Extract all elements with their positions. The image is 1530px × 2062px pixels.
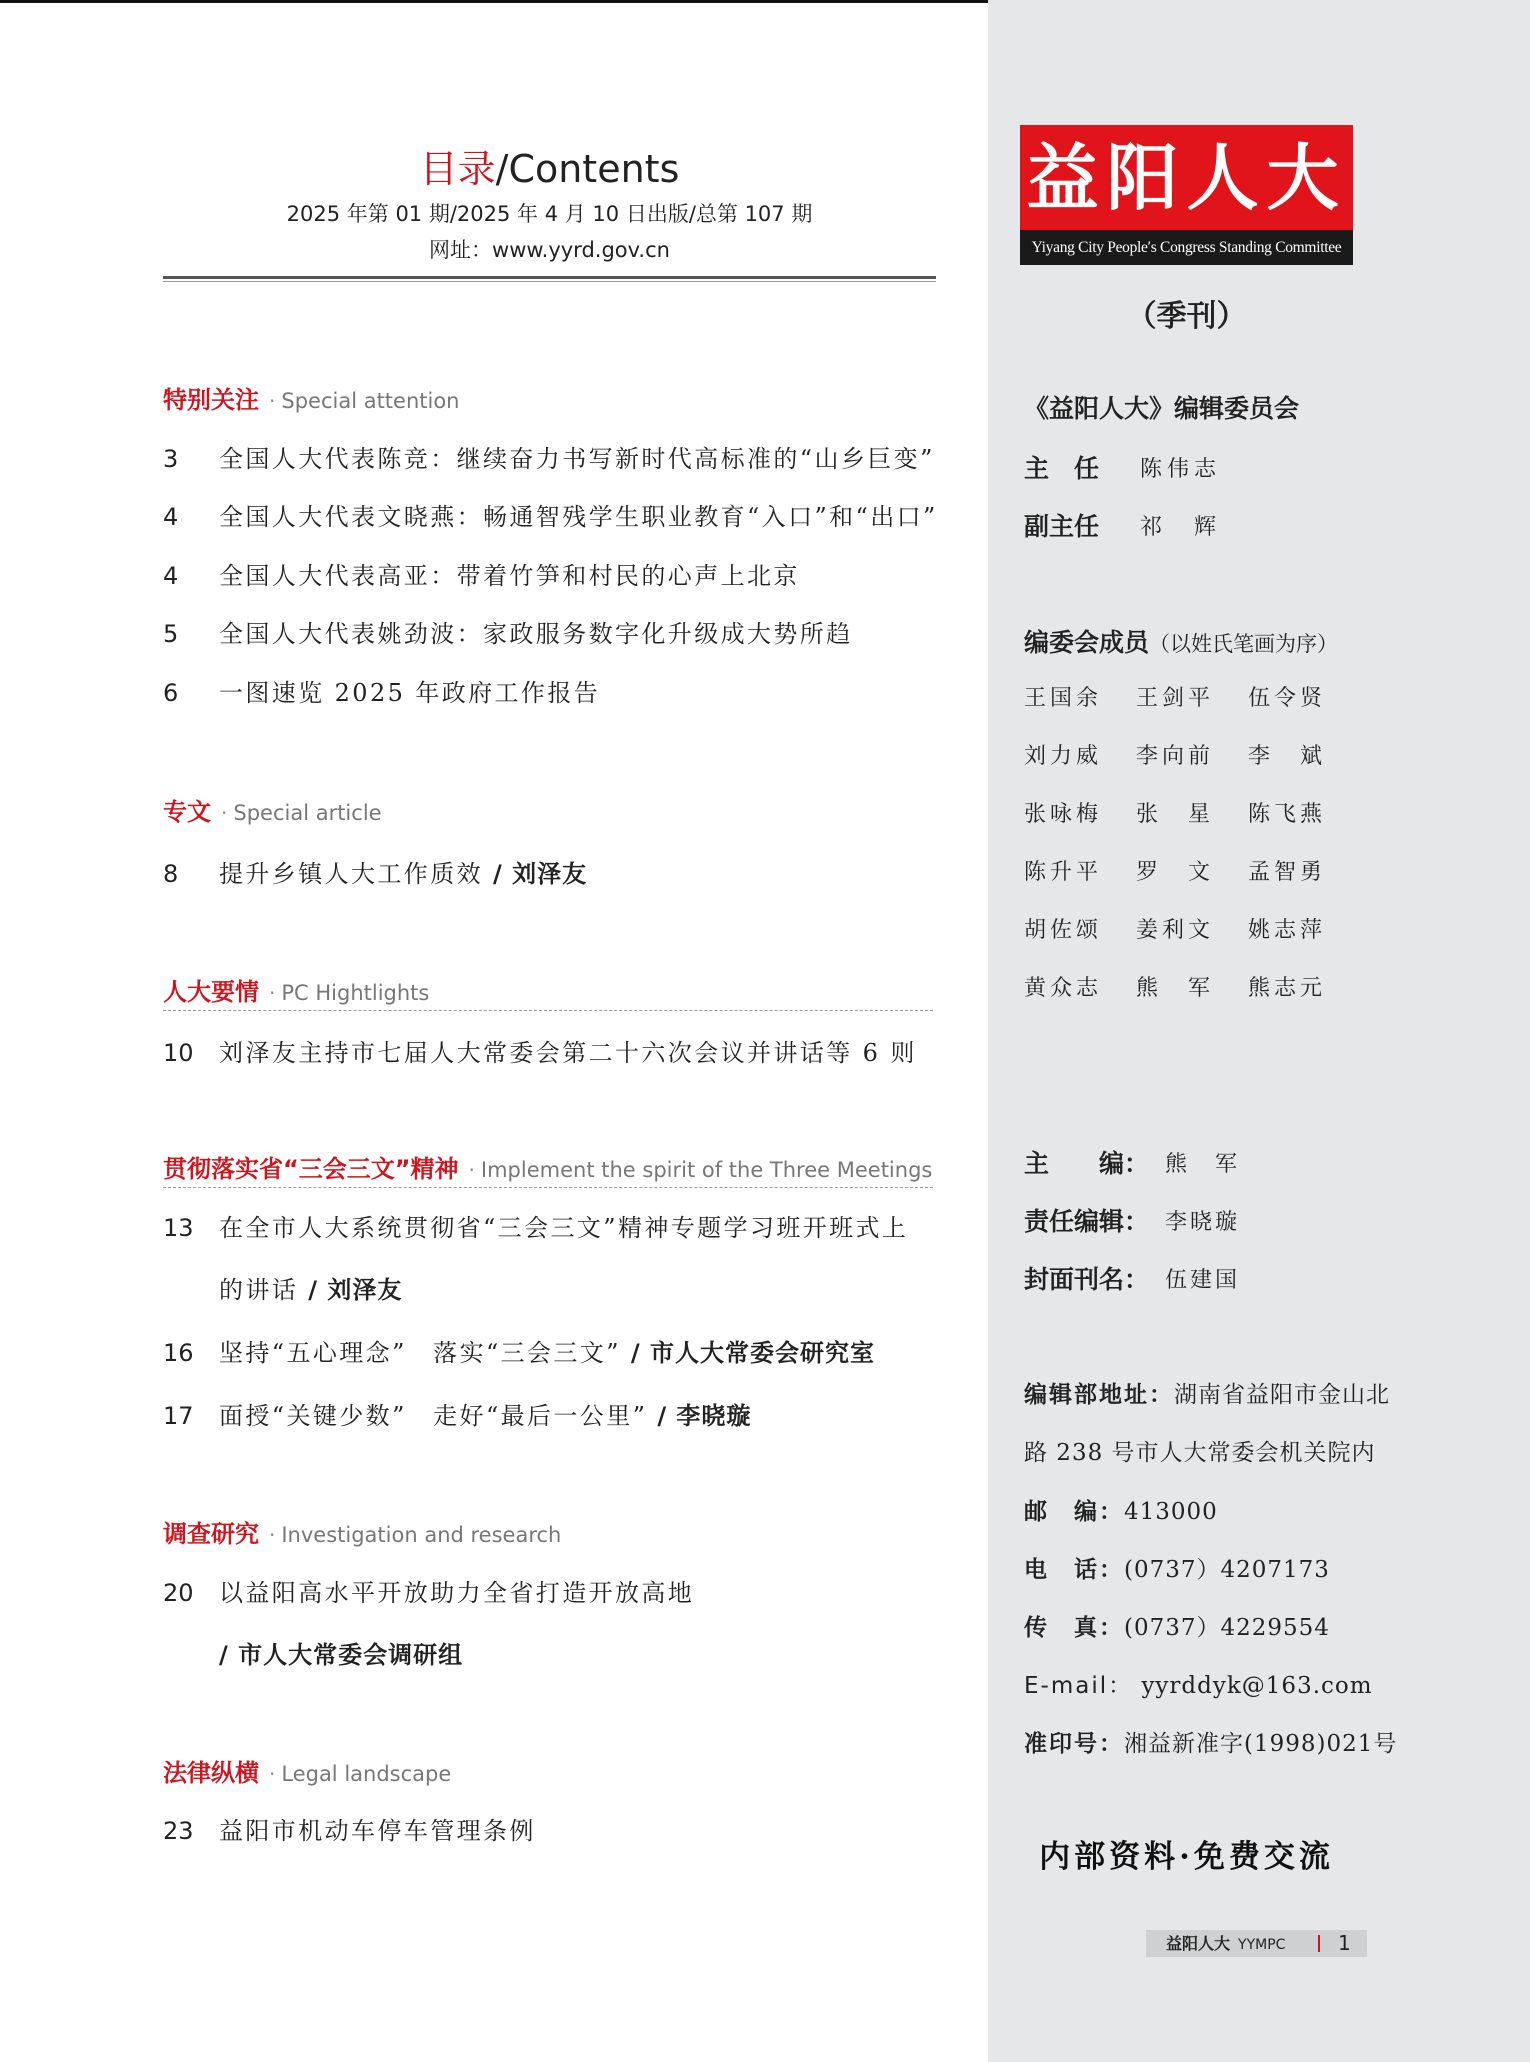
member-name: 熊 军 <box>1136 976 1215 1001</box>
member-name: 熊志元 <box>1248 976 1327 1001</box>
member-name: 张 星 <box>1136 802 1215 827</box>
section-title-en: Investigation and research <box>281 1523 562 1547</box>
section-title-en: Implement the spirit of the Three Meetings <box>480 1158 933 1182</box>
section-header-investigation <box>163 1516 933 1552</box>
footer-separator <box>1318 1935 1320 1952</box>
cover-title-label: 封面刊名： <box>1024 1265 1150 1294</box>
section-title-zh: 法律纵横 <box>163 1759 259 1787</box>
section-title-zh: 专文 <box>163 798 211 826</box>
toc-page-number: 8 <box>163 860 179 888</box>
toc-page-number: 4 <box>163 562 179 590</box>
email-value[interactable]: yyrddyk@163.com <box>1141 1673 1373 1699</box>
member-name: 陈升平 <box>1024 860 1103 885</box>
footer-magazine-abbr: YYMPC <box>1238 1937 1286 1953</box>
permit-label: 准印号： <box>1024 1731 1124 1757</box>
toc-page-number: 6 <box>163 679 179 707</box>
executive-editor-name: 李晓璇 <box>1165 1210 1241 1235</box>
toc-page-number: 5 <box>163 620 179 648</box>
section-header-three-meetings <box>163 1151 933 1188</box>
section-title-zh: 人大要情 <box>163 978 259 1006</box>
member-row <box>1024 681 1360 712</box>
committee-title: 《益阳人大》编辑委员会 <box>1024 394 1300 423</box>
members-label: 编委会成员 <box>1024 628 1150 657</box>
member-row <box>1024 855 1360 886</box>
toc-entry-title-cont: 的讲话 <box>219 1276 299 1304</box>
publication-frequency: （季刊） <box>1126 299 1247 334</box>
toc-entry-title: 在全市人大系统贯彻省“三会三文”精神专题学习班开班式上 <box>219 1214 909 1242</box>
permit-line <box>1024 1725 1397 1758</box>
contents-title-en: /Contents <box>495 147 680 191</box>
member-row <box>1024 797 1360 828</box>
member-name: 罗 文 <box>1136 860 1215 885</box>
section-dot: · <box>269 981 276 1005</box>
member-row <box>1024 913 1360 944</box>
toc-page-number: 13 <box>163 1214 194 1242</box>
phone-label: 电 话： <box>1024 1557 1124 1583</box>
section-dot: · <box>269 1523 276 1547</box>
section-dot: · <box>468 1158 475 1182</box>
internal-material-notice: 内部资料·免费交流 <box>1039 1839 1334 1875</box>
member-name: 刘力威 <box>1024 744 1103 769</box>
fax-line <box>1024 1609 1330 1642</box>
deputy-director-name: 祁 辉 <box>1140 515 1222 540</box>
toc-page-number: 16 <box>163 1339 194 1367</box>
address-label: 编辑部地址： <box>1024 1382 1174 1408</box>
header-rule-thick <box>163 276 936 279</box>
section-dot: · <box>221 801 228 825</box>
section-header-special-attention <box>163 382 933 418</box>
toc-page-number: 4 <box>163 503 179 531</box>
toc-entry[interactable] <box>163 1333 943 1373</box>
toc-entry-author: / 刘泽友 <box>308 1276 403 1304</box>
section-dot: · <box>269 1762 276 1786</box>
member-name: 伍令贤 <box>1248 686 1327 711</box>
toc-entry-title: 益阳市机动车停车管理条例 <box>219 1817 536 1845</box>
member-name: 王国余 <box>1024 686 1103 711</box>
chief-editor-label: 主 编： <box>1024 1149 1150 1178</box>
section-title-en: Special attention <box>281 389 460 413</box>
postcode-value: 413000 <box>1124 1499 1218 1525</box>
toc-entry-title: 全国人大代表高亚：带着竹笋和村民的心声上北京 <box>219 562 800 590</box>
toc-entry-title: 提升乡镇人大工作质效 <box>219 860 483 888</box>
toc-entry[interactable] <box>163 1573 943 1613</box>
section-title-zh: 特别关注 <box>163 386 259 414</box>
toc-entry-title: 全国人大代表陈竞：继续奋力书写新时代高标准的“山乡巨变” <box>219 445 935 473</box>
toc-entry[interactable] <box>163 1208 943 1248</box>
page-number: 1 <box>1338 1931 1351 1955</box>
phone-value: (0737）4207173 <box>1124 1557 1330 1583</box>
toc-entry-continuation[interactable] <box>219 1635 463 1675</box>
toc-entry[interactable] <box>163 854 943 894</box>
member-name: 黄众志 <box>1024 976 1103 1001</box>
toc-entry[interactable] <box>163 439 943 479</box>
member-name: 李向前 <box>1136 744 1215 769</box>
section-title-zh: 贯彻落实省“三会三文”精神 <box>163 1155 459 1183</box>
toc-page-number: 3 <box>163 445 179 473</box>
member-name: 李 斌 <box>1248 744 1327 769</box>
toc-page-number: 17 <box>163 1402 194 1430</box>
section-header-special-article <box>163 794 933 830</box>
top-border-line <box>0 0 988 3</box>
toc-entry-author: / 李晓璇 <box>657 1402 752 1430</box>
section-title-en: Legal landscape <box>281 1762 452 1786</box>
deputy-director-label: 副主任 <box>1024 512 1100 541</box>
address-line-2: 路 238 号市人大常委会机关院内 <box>1024 1440 1376 1466</box>
section-title-zh: 调查研究 <box>163 1520 259 1548</box>
director-name: 陈伟志 <box>1140 457 1222 482</box>
director-label: 主 任 <box>1024 454 1100 483</box>
toc-entry[interactable] <box>163 1396 943 1436</box>
toc-entry-author: / 市人大常委会研究室 <box>630 1339 876 1367</box>
toc-entry[interactable] <box>163 1811 943 1851</box>
toc-page-number: 20 <box>163 1579 194 1607</box>
logo-title-zh: 益阳人大 <box>1026 135 1347 220</box>
contents-title-zh: 目录 <box>419 147 496 191</box>
toc-entry[interactable] <box>163 673 943 713</box>
phone-line <box>1024 1551 1330 1584</box>
logo-subtitle-en: Yiyang City People′s Congress Standing Committee <box>1031 239 1342 256</box>
toc-entry[interactable] <box>163 556 943 596</box>
member-name: 张咏梅 <box>1024 802 1103 827</box>
member-row <box>1024 971 1360 1002</box>
member-name: 姚志萍 <box>1248 918 1327 943</box>
toc-entry-title: 坚持“五心理念” 落实“三会三文” <box>219 1339 621 1367</box>
permit-value: 湘益新准字(1998)021号 <box>1124 1731 1398 1757</box>
section-dot: · <box>269 389 276 413</box>
section-title-en: PC Hightlights <box>281 981 430 1005</box>
toc-entry[interactable] <box>163 1033 943 1073</box>
members-heading <box>1024 623 1338 659</box>
footer-magazine-name: 益阳人大 <box>1166 1934 1231 1953</box>
postcode-line <box>1024 1493 1218 1526</box>
member-name: 陈飞燕 <box>1248 802 1327 827</box>
email-line <box>1024 1667 1373 1700</box>
toc-entry-title: 刘泽友主持市七届人大常委会第二十六次会议并讲话等 6 则 <box>219 1039 917 1067</box>
toc-entry-author: / 刘泽友 <box>493 860 588 888</box>
header-rule-thin <box>163 281 936 282</box>
website-line: 网址：www.yyrd.gov.cn <box>429 238 670 262</box>
toc-page-number: 10 <box>163 1039 194 1067</box>
chief-editor-name: 熊 军 <box>1165 1152 1241 1177</box>
toc-entry-title: 全国人大代表文晓燕：畅通智残学生职业教育“入口”和“出口” <box>219 503 938 531</box>
toc-entry-title: 面授“关键少数” 走好“最后一公里” <box>219 1402 648 1430</box>
member-name: 孟智勇 <box>1248 860 1327 885</box>
member-name: 姜利文 <box>1136 918 1215 943</box>
member-name: 胡佐颂 <box>1024 918 1103 943</box>
toc-page-number: 23 <box>163 1817 194 1845</box>
toc-entry[interactable] <box>163 614 943 654</box>
section-header-legal <box>163 1755 933 1791</box>
issue-info: 2025 年第 01 期/2025 年 4 月 10 日出版/总第 107 期 <box>286 202 813 226</box>
postcode-label: 邮 编： <box>1024 1499 1124 1525</box>
address-value: 湖南省益阳市金山北 <box>1174 1382 1390 1408</box>
fax-value: (0737）4229554 <box>1124 1615 1330 1641</box>
contents-title <box>163 146 936 192</box>
toc-entry-author: / 市人大常委会调研组 <box>219 1641 464 1669</box>
members-note: （以姓氏笔画为序） <box>1149 632 1339 656</box>
masthead-logo <box>1020 125 1353 265</box>
footer-magazine <box>1166 1930 1285 1957</box>
executive-editor-label: 责任编辑： <box>1024 1207 1150 1236</box>
toc-entry-title: 全国人大代表姚劲波：家政服务数字化升级成大势所趋 <box>219 620 853 648</box>
section-title-en: Special article <box>233 801 382 825</box>
toc-entry-continuation[interactable] <box>219 1270 402 1310</box>
toc-entry-title: 一图速览 2025 年政府工作报告 <box>219 679 601 707</box>
fax-label: 传 真： <box>1024 1615 1124 1641</box>
member-name: 王剑平 <box>1136 686 1215 711</box>
email-label: E-mail： <box>1024 1673 1134 1699</box>
toc-entry[interactable] <box>163 497 943 537</box>
section-header-pc-highlights <box>163 974 933 1011</box>
cover-title-calligrapher: 伍建国 <box>1165 1268 1241 1293</box>
toc-entry-title: 以益阳高水平开放助力全省打造开放高地 <box>219 1579 695 1607</box>
address-line <box>1024 1376 1390 1409</box>
member-row <box>1024 739 1360 770</box>
